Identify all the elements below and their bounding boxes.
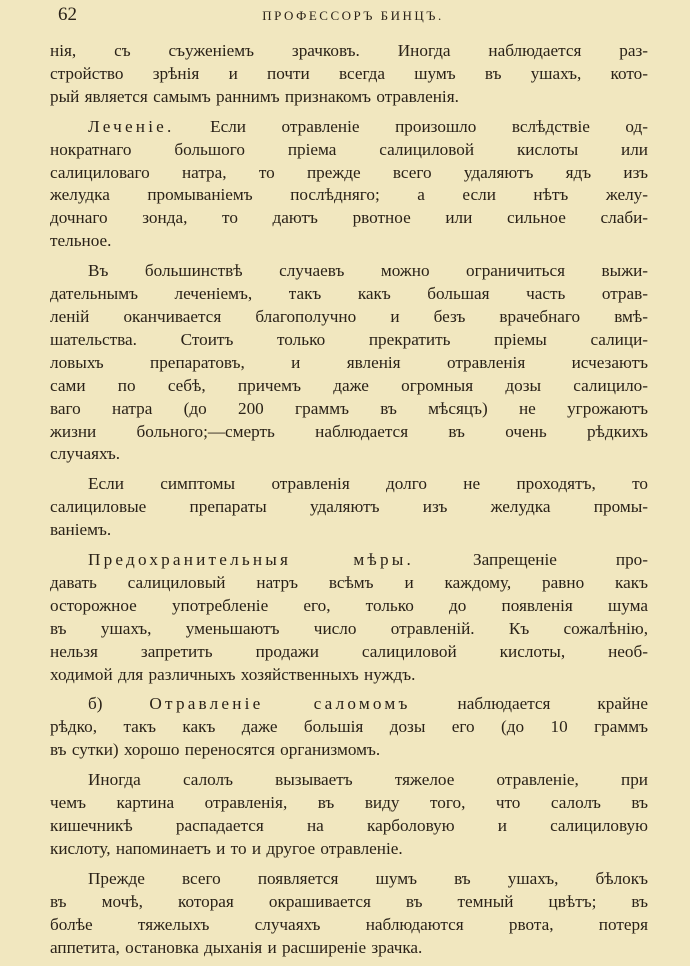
text-line (50, 914, 648, 937)
line-text: нельзя запретить продажи салициловой кислоты, необ- (50, 641, 648, 661)
line-text: салициловаго натра, то прежде всего удаляютъ ядъ изъ (50, 162, 648, 182)
text-line (50, 260, 648, 283)
line-text: нія, съ съуженіемъ зрачковъ. Иногда наблюдается раз- (50, 41, 648, 60)
item-marker: б) (88, 694, 150, 714)
paragraph (50, 693, 648, 762)
line-text: дочнаго зонда, то даютъ рвотное или сильное слаби- (50, 208, 648, 228)
text-line (50, 891, 648, 914)
line-text: желудка промываніемъ послѣдняго; а если нѣтъ желу- (50, 185, 648, 205)
text-line (50, 716, 648, 739)
text-line (50, 306, 648, 329)
text-line (50, 572, 648, 595)
text-line (50, 230, 648, 253)
line-text: давать салициловый натръ всѣмъ и каждому, равно какъ (50, 572, 648, 592)
line-text: осторожное употребленіе его, только до появленія шума (50, 595, 648, 615)
line-text: въ ушахъ, уменьшаютъ число отравленій. Къ сожалѣнію, (50, 618, 648, 638)
text-line (50, 329, 648, 352)
text-line (50, 838, 648, 861)
text-line (50, 693, 648, 716)
text-line (50, 375, 648, 398)
line-text: сами по себѣ, причемъ даже огромныя дозы салицило- (50, 375, 648, 395)
running-head: ПРОФЕССОРЪ БИНЦЪ. (262, 8, 444, 23)
line-text: шательства. Стоитъ только прекратить пріемы салици- (50, 329, 648, 349)
line-text: стройство зрѣнія и почти всегда шумъ въ ушахъ, кото- (50, 63, 648, 83)
paragraph (50, 769, 648, 861)
text-line (50, 443, 648, 466)
text-line (50, 421, 648, 444)
line-text: случаяхъ. (50, 444, 121, 464)
text-line (50, 496, 648, 519)
text-line (50, 815, 648, 838)
paragraph (50, 868, 648, 960)
line-text: дательнымъ леченіемъ, такъ какъ большая часть отрав- (50, 284, 648, 304)
line-text: рый является самымъ раннимъ признакомъ отравленія. (50, 86, 459, 106)
text-line (50, 739, 648, 762)
text-line (50, 63, 648, 86)
spaced-heading: Предохранительныя мѣры. (88, 550, 414, 570)
line-text: леній оканчивается благополучно и безъ врачебнаго вмѣ- (50, 306, 648, 326)
line-text: ловыхъ препаратовъ, и явленія отравленія исчезаютъ (50, 352, 648, 372)
line-text: ваніемъ. (50, 520, 112, 540)
line-text: Если симптомы отравленія долго не проходятъ, то (88, 474, 648, 494)
text-line (50, 519, 648, 542)
text-line (50, 162, 648, 185)
line-text: Запрещеніе про- (413, 550, 648, 570)
line-text: наблюдается крайне (410, 694, 648, 714)
text-line (50, 207, 648, 230)
page-number: 62 (58, 4, 77, 25)
text-line (50, 398, 648, 421)
paragraph (50, 260, 648, 466)
text-line (50, 937, 648, 960)
line-text: Иногда салолъ вызываетъ тяжелое отравленіе, при (88, 770, 648, 790)
text-line (50, 473, 648, 496)
line-text: салициловые препараты удаляютъ изъ желудка промы- (50, 497, 648, 517)
line-text: въ мочѣ, которая окрашивается въ темный цвѣтъ; въ (50, 891, 648, 911)
spaced-heading: Леченіе. (88, 116, 175, 136)
line-text: въ сутки) хорошо переносятся организмомъ. (50, 740, 381, 760)
text-line (50, 769, 648, 792)
text-line (50, 618, 648, 641)
text-line (50, 283, 648, 306)
text-line (50, 116, 648, 139)
text-line (50, 792, 648, 815)
text-line (50, 352, 648, 375)
line-text: аппетита, остановка дыханія и расширеніе зрачка. (50, 937, 423, 957)
paragraph (50, 40, 648, 109)
line-text: Прежде всего появляется шумъ въ ушахъ, бѣлокъ (88, 868, 648, 888)
line-text: жизни больного;—смерть наблюдается въ очень рѣдкихъ (50, 421, 648, 441)
text-line (50, 664, 648, 687)
paragraph (50, 549, 648, 686)
line-text: болѣе тяжелыхъ случаяхъ наблюдаются рвота, потеря (50, 914, 648, 934)
line-text: ходимой для различныхъ хозяйственныхъ нуждъ. (50, 664, 416, 684)
page-header (52, 4, 654, 26)
text-line (50, 184, 648, 207)
line-text: кислоту, напоминаетъ и то и другое отравленіе. (50, 838, 403, 858)
text-line (50, 139, 648, 162)
line-text: кишечникѣ распадается на карболовую и салициловую (50, 816, 648, 835)
text-line (50, 40, 648, 63)
text-line (50, 868, 648, 891)
line-text: ваго натра (до 200 граммъ въ мѣсяцъ) не угрожаютъ (50, 398, 648, 418)
text-line (50, 595, 648, 618)
spaced-heading: Отравленіе саломомъ (149, 694, 411, 714)
line-text: тельное. (50, 231, 112, 251)
line-text: нократнаго большого пріема салициловой кислоты или (50, 139, 648, 159)
line-text: Въ большинствѣ случаевъ можно ограничиться выжи- (88, 261, 648, 281)
line-text: рѣдко, такъ какъ даже большія дозы его (до 10 граммъ (50, 717, 648, 737)
line-text: чемъ картина отравленія, въ виду того, что салолъ въ (50, 793, 648, 813)
page-body (50, 40, 648, 966)
text-line (50, 86, 648, 109)
text-line (50, 549, 648, 572)
paragraph (50, 473, 648, 542)
paragraph (50, 116, 648, 253)
text-line (50, 641, 648, 664)
line-text: Если отравленіе произошло вслѣдствіе од- (174, 116, 648, 136)
